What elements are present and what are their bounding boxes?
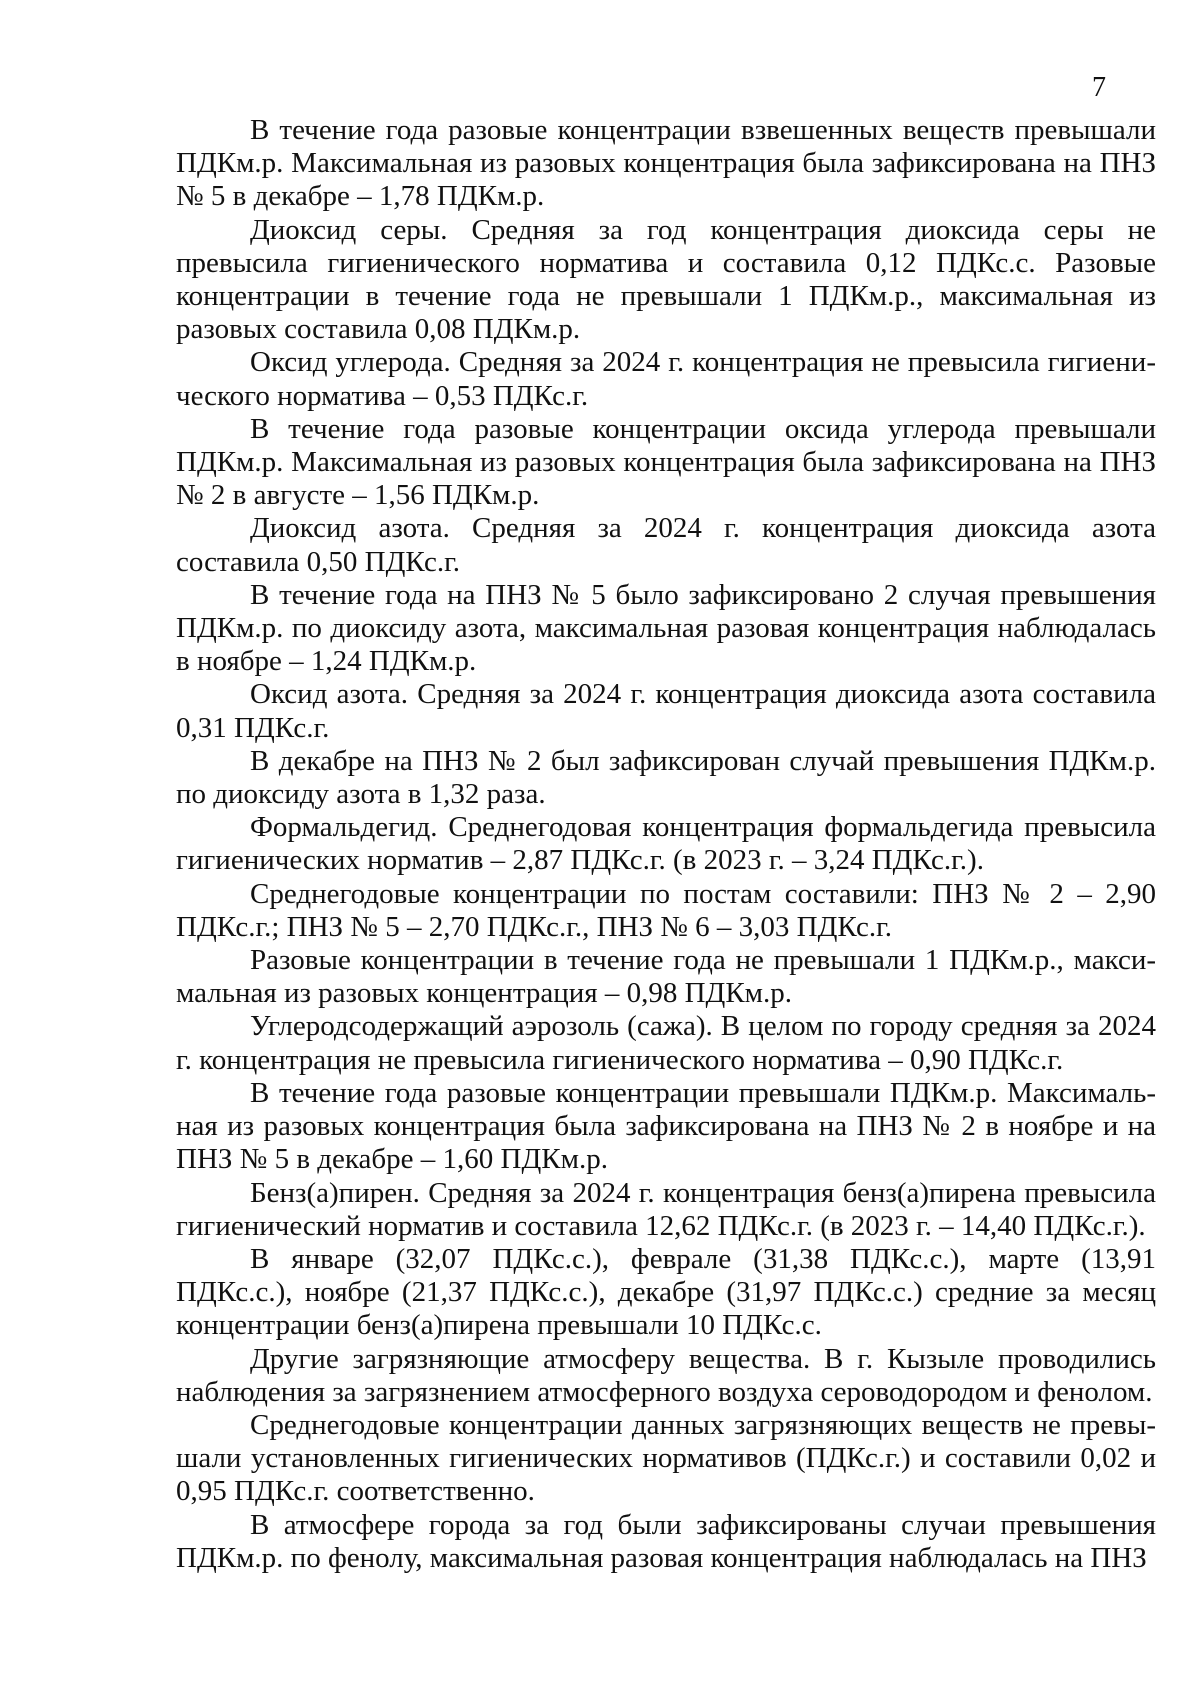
paragraph: В декабре на ПНЗ № 2 был зафиксирован случай превышения ПДКм.р. по диоксиду азота в 1,32 раза.	[176, 744, 1156, 811]
paragraph: В атмосфере города за год были зафиксированы случаи превышения ПДКм.р. по фенолу, максимальная разовая концентрация наблюдалась на ПНЗ	[176, 1508, 1156, 1574]
paragraph: В течение года разовые концентрации превышали ПДКм.р. Максималь-ная из разовых концентрация была зафиксирована на ПНЗ № 2 в ноябре и на ПНЗ № 5 в декабре – 1,60 ПДКм.р.	[176, 1076, 1156, 1176]
page-number: 7	[1092, 72, 1106, 103]
paragraph: Среднегодовые концентрации по постам составили: ПНЗ № 2 – 2,90 ПДКс.г.; ПНЗ № 5 – 2,70 ПДКс.г., ПНЗ № 6 – 3,03 ПДКс.г.	[176, 877, 1156, 943]
paragraph: Другие загрязняющие атмосферу вещества. В г. Кызыле проводились наблюдения за загрязнением атмосферного воздуха сероводородом и фенолом.	[176, 1342, 1156, 1408]
paragraph: В течение года разовые концентрации оксида углерода превышали ПДКм.р. Максимальная из разовых концентрация была зафиксирована на ПНЗ № 2 в августе – 1,56 ПДКм.р.	[176, 412, 1156, 512]
paragraph: В течение года на ПНЗ № 5 было зафиксировано 2 случая превышения ПДКм.р. по диоксиду азота, максимальная разовая концентрация наблюдалась в ноябре – 1,24 ПДКм.р.	[176, 578, 1156, 678]
paragraph: Диоксид азота. Средняя за 2024 г. концентрация диоксида азота составила 0,50 ПДКс.г.	[176, 512, 1156, 578]
paragraph: Бенз(а)пирен. Средняя за 2024 г. концентрация бенз(а)пирена превысила гигиенический норматив и составила 12,62 ПДКс.г. (в 2023 г. – 14,40 ПДКс.г.).	[176, 1176, 1156, 1242]
paragraph: Оксид азота. Средняя за 2024 г. концентрация диоксида азота составила 0,31 ПДКс.г.	[176, 678, 1156, 744]
paragraph: Углеродсодержащий аэрозоль (сажа). В целом по городу средняя за 2024 г. концентрация не превысила гигиенического норматива – 0,90 ПДКс.г.	[176, 1010, 1156, 1076]
paragraph: Разовые концентрации в течение года не превышали 1 ПДКм.р., макси-мальная из разовых концентрация – 0,98 ПДКм.р.	[176, 944, 1156, 1010]
paragraph: Формальдегид. Среднегодовая концентрация формальдегида превысила гигиенических норматив – 2,87 ПДКс.г. (в 2023 г. – 3,24 ПДКс.г.).	[176, 811, 1156, 877]
paragraph: Среднегодовые концентрации данных загрязняющих веществ не превы-шали установленных гигиенических нормативов (ПДКс.г.) и составили 0,02 и 0,95 ПДКс.г. соответственно.	[176, 1408, 1156, 1508]
paragraph: Диоксид серы. Средняя за год концентрация диоксида серы не превысила гигиенического норматива и составила 0,12 ПДКс.с. Разовые концентрации в течение года не превышали 1 ПДКм.р., максимальная из разовых составила 0,08 ПДКм.р.	[176, 213, 1156, 346]
paragraph: В январе (32,07 ПДКс.с.), феврале (31,38 ПДКс.с.), марте (13,91 ПДКс.с.), ноябре (21,37 ПДКс.с.), декабре (31,97 ПДКс.с.) средние за месяц концентрации бенз(а)пирена превышали 10 ПДКс.с.	[176, 1242, 1156, 1342]
body-text	[176, 114, 1156, 1575]
paragraph: Оксид углерода. Средняя за 2024 г. концентрация не превысила гигиени-ческого норматива – 0,53 ПДКс.г.	[176, 346, 1156, 412]
paragraph: В течение года разовые концентрации взвешенных веществ превышали ПДКм.р. Максимальная из разовых концентрация была зафиксирована на ПНЗ № 5 в декабре – 1,78 ПДКм.р.	[176, 114, 1156, 213]
